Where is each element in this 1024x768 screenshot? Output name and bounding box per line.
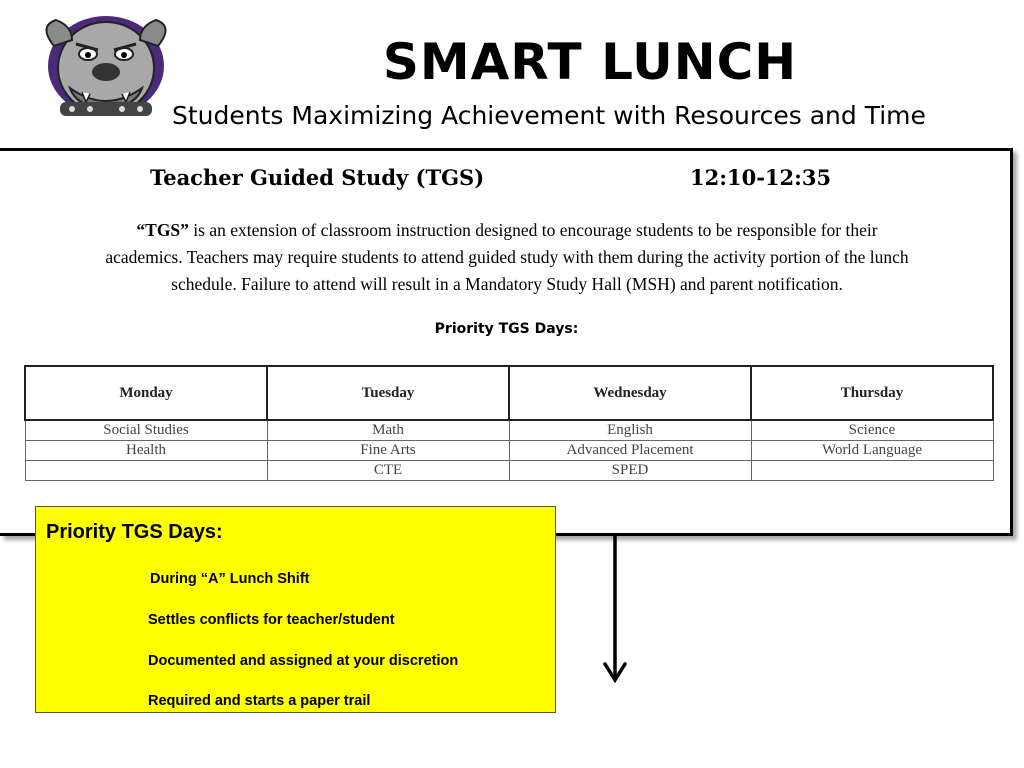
table-row [25,441,993,461]
callout-item: Required and starts a paper trail [148,693,371,709]
tgs-description-line2: academics. Teachers may require students to attend guided study with them during the activity portion of the lunch [105,247,909,267]
bulldog-mascot-icon [32,6,180,124]
table-row [25,420,993,441]
callout-item: Settles conflicts for teacher/student [148,612,395,628]
table-cell: Health [25,441,267,461]
table-cell: Social Studies [25,420,267,441]
tgs-heading: Teacher Guided Study (TGS) [150,165,485,190]
table-header-wednesday: Wednesday [509,366,751,420]
table-cell [25,461,267,481]
table-cell: Science [751,420,993,441]
table-cell: Advanced Placement [509,441,751,461]
callout-title: Priority TGS Days: [46,521,223,543]
table-cell: Fine Arts [267,441,509,461]
table-header-thursday: Thursday [751,366,993,420]
tgs-description [12,217,1002,298]
table-cell: CTE [267,461,509,481]
table-cell: World Language [751,441,993,461]
callout-item: Documented and assigned at your discretion [148,653,459,669]
tgs-description-lead: “TGS” [136,220,189,240]
table-cell: English [509,420,751,441]
priority-days-table [24,365,994,481]
tgs-description-line3: schedule. Failure to attend will result in a Mandatory Study Hall (MSH) and parent notification. [171,274,843,294]
tgs-description-line1: is an extension of classroom instruction designed to encourage students to be responsible for their [188,220,878,240]
priority-days-label: Priority TGS Days: [434,321,579,337]
table-header-row [25,366,993,420]
table-cell: Math [267,420,509,441]
page-subtitle: Students Maximizing Achievement with Resources and Time [172,101,926,130]
tgs-info-panel [0,148,1013,536]
table-cell [751,461,993,481]
table-header-monday: Monday [25,366,267,420]
table-cell: SPED [509,461,751,481]
callout-item: During “A” Lunch Shift [150,571,310,587]
tgs-time: 12:10-12:35 [690,165,832,190]
table-row [25,461,993,481]
priority-callout-box [35,506,556,713]
down-arrow-icon [600,536,630,686]
tgs-heading-row [150,165,910,190]
page-title: SMART LUNCH [382,33,798,91]
table-header-tuesday: Tuesday [267,366,509,420]
